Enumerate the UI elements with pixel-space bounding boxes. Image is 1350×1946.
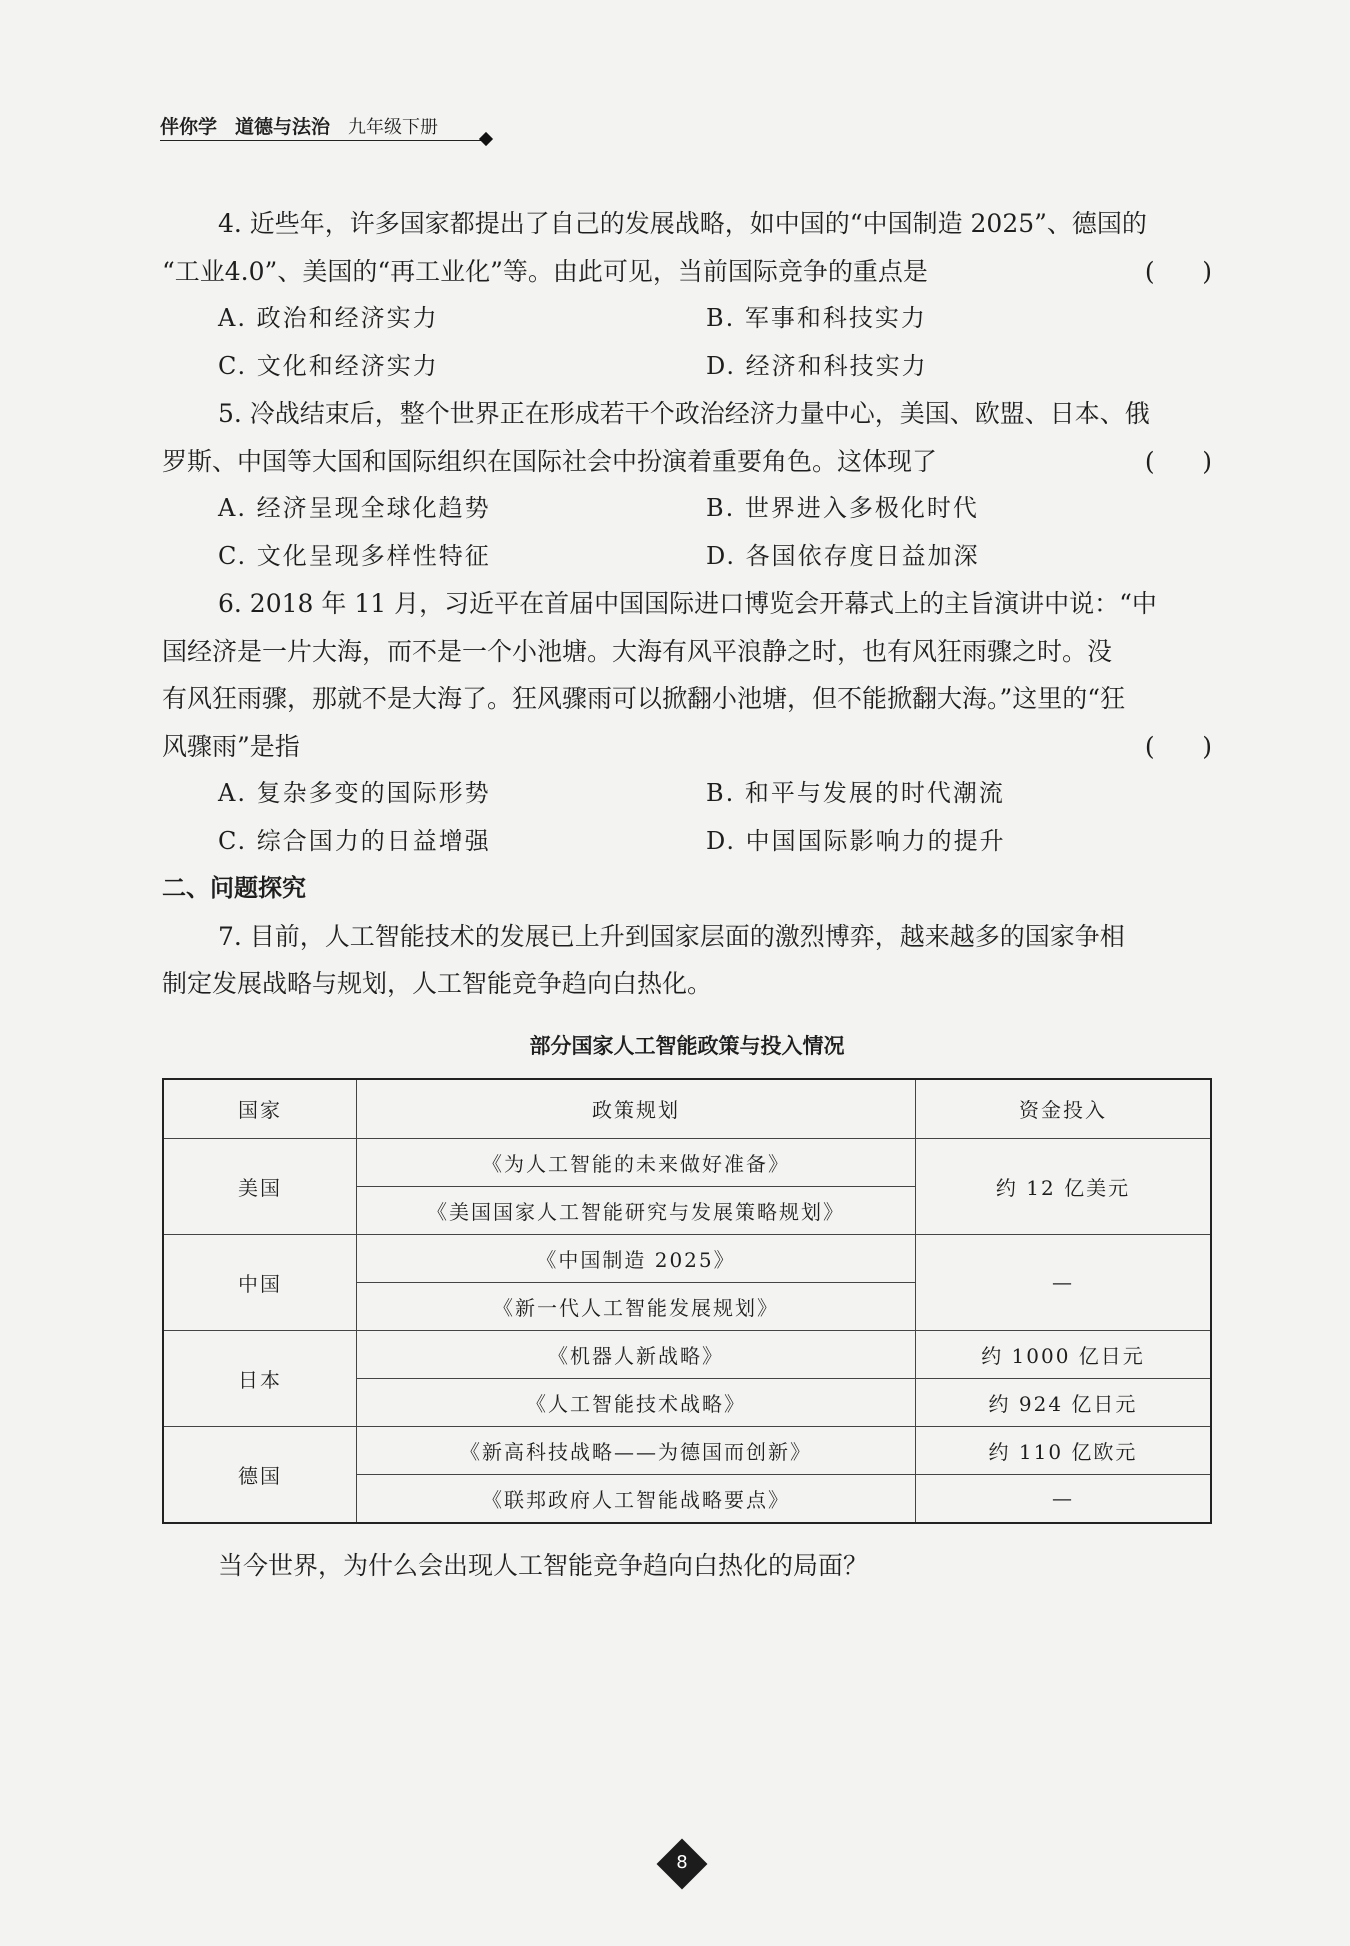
q6-line4: 风骤雨”是指 bbox=[162, 731, 300, 761]
q5-options bbox=[162, 485, 1212, 580]
page-content bbox=[162, 200, 1212, 1589]
question-7 bbox=[162, 913, 1212, 1590]
header-rule bbox=[160, 140, 485, 141]
q6-line1: 6. 2018 年 11 月，习近平在首届中国国际进口博览会开幕式上的主旨演讲中说：“中 bbox=[218, 589, 1157, 618]
cell-funding: 约 12 亿美元 bbox=[916, 1138, 1212, 1234]
cell-funding: — bbox=[916, 1234, 1212, 1330]
q4-option-c: C. 文化和经济实力 bbox=[218, 351, 439, 380]
q6-option-b: B. 和平与发展的时代潮流 bbox=[706, 779, 1005, 807]
q6-line3: 有风狂雨骤，那就不是大海了。狂风骤雨可以掀翻小池塘，但不能掀翻大海。”这里的“狂 bbox=[162, 684, 1126, 713]
cell-country-us: 美国 bbox=[163, 1138, 357, 1234]
q4-options bbox=[162, 295, 1212, 390]
ai-policy-table bbox=[162, 1078, 1212, 1524]
cell-policy: 《新一代人工智能发展规划》 bbox=[357, 1282, 916, 1330]
q5-option-c: C. 文化呈现多样性特征 bbox=[218, 541, 491, 570]
q6-option-a: A. 复杂多变的国际形势 bbox=[218, 779, 491, 807]
question-5 bbox=[162, 390, 1212, 580]
cell-policy: 《机器人新战略》 bbox=[357, 1330, 916, 1378]
q5-line2: 罗斯、中国等大国和国际组织在国际社会中扮演着重要角色。这体现了 bbox=[162, 446, 938, 476]
header-country: 国家 bbox=[163, 1079, 357, 1139]
q5-option-b: B. 世界进入多极化时代 bbox=[706, 494, 979, 522]
cell-policy: 《中国制造 2025》 bbox=[357, 1234, 916, 1282]
cell-policy: 《新高科技战略——为德国而创新》 bbox=[357, 1426, 916, 1474]
cell-funding: 约 924 亿日元 bbox=[916, 1378, 1212, 1426]
q4-option-b: B. 军事和科技实力 bbox=[706, 304, 927, 332]
grade-label: 九年级下册 bbox=[348, 117, 439, 138]
q5-stem-end bbox=[162, 438, 1212, 486]
q6-stem-end bbox=[162, 723, 1212, 771]
q5-answer-blank: ( ) bbox=[1144, 446, 1212, 476]
q4-line1: 4. 近些年，许多国家都提出了自己的发展战略，如中国的“中国制造 2025”、德国的 bbox=[218, 209, 1147, 238]
q6-line2: 国经济是一片大海，而不是一个小池塘。大海有风平浪静之时，也有风狂雨骤之时。没 bbox=[162, 636, 1113, 666]
table-row bbox=[163, 1234, 1211, 1282]
cell-policy: 《联邦政府人工智能战略要点》 bbox=[357, 1474, 916, 1523]
q4-line2: “工业4.0”、美国的“再工业化”等。由此可见，当前国际竞争的重点是 bbox=[162, 256, 928, 286]
q7-line2: 制定发展战略与规划，人工智能竞争趋向白热化。 bbox=[162, 969, 713, 998]
q7-line1: 7. 目前，人工智能技术的发展已上升到国家层面的激烈博弈，越来越多的国家争相 bbox=[218, 921, 1125, 951]
header-policy: 政策规划 bbox=[357, 1079, 916, 1139]
cell-policy: 《为人工智能的未来做好准备》 bbox=[357, 1138, 916, 1186]
cell-policy: 《人工智能技术战略》 bbox=[357, 1378, 916, 1426]
page-number: 8 bbox=[676, 1852, 688, 1873]
cell-funding: — bbox=[916, 1474, 1212, 1523]
q6-option-c: C. 综合国力的日益增强 bbox=[218, 826, 491, 855]
q4-option-d: D. 经济和科技实力 bbox=[706, 351, 928, 380]
q4-option-a: A. 政治和经济实力 bbox=[218, 304, 439, 332]
q4-answer-blank: ( ) bbox=[1144, 256, 1212, 286]
cell-country-cn: 中国 bbox=[163, 1234, 357, 1330]
header-funding: 资金投入 bbox=[916, 1079, 1212, 1139]
q4-stem-end bbox=[162, 248, 1212, 296]
q5-option-d: D. 各国依存度日益加深 bbox=[706, 541, 980, 570]
table-row bbox=[163, 1138, 1211, 1186]
running-header bbox=[160, 112, 500, 139]
cell-funding: 约 1000 亿日元 bbox=[916, 1330, 1212, 1378]
q5-option-a: A. 经济呈现全球化趋势 bbox=[218, 494, 491, 522]
question-6 bbox=[162, 580, 1212, 865]
table-row bbox=[163, 1426, 1211, 1474]
table-header-row bbox=[163, 1079, 1211, 1139]
q7-question: 当今世界，为什么会出现人工智能竞争趋向白热化的局面？ bbox=[218, 1550, 869, 1580]
q5-line1: 5. 冷战结束后，整个世界正在形成若干个政治经济力量中心，美国、欧盟、日本、俄 bbox=[218, 399, 1150, 428]
cell-policy: 《美国国家人工智能研究与发展策略规划》 bbox=[357, 1186, 916, 1234]
table-title: 部分国家人工智能政策与投入情况 bbox=[529, 1033, 845, 1058]
book-title: 伴你学 bbox=[160, 116, 218, 138]
cell-funding: 约 110 亿欧元 bbox=[916, 1426, 1212, 1474]
q6-option-d: D. 中国国际影响力的提升 bbox=[706, 826, 1006, 855]
cell-country-de: 德国 bbox=[163, 1426, 357, 1523]
q6-options bbox=[162, 770, 1212, 865]
cell-country-jp: 日本 bbox=[163, 1330, 357, 1426]
subject-title: 道德与法治 bbox=[235, 116, 331, 138]
table-row bbox=[163, 1330, 1211, 1378]
section-heading: 二、问题探究 bbox=[162, 874, 306, 902]
q6-answer-blank: ( ) bbox=[1144, 731, 1212, 761]
question-4 bbox=[162, 200, 1212, 390]
